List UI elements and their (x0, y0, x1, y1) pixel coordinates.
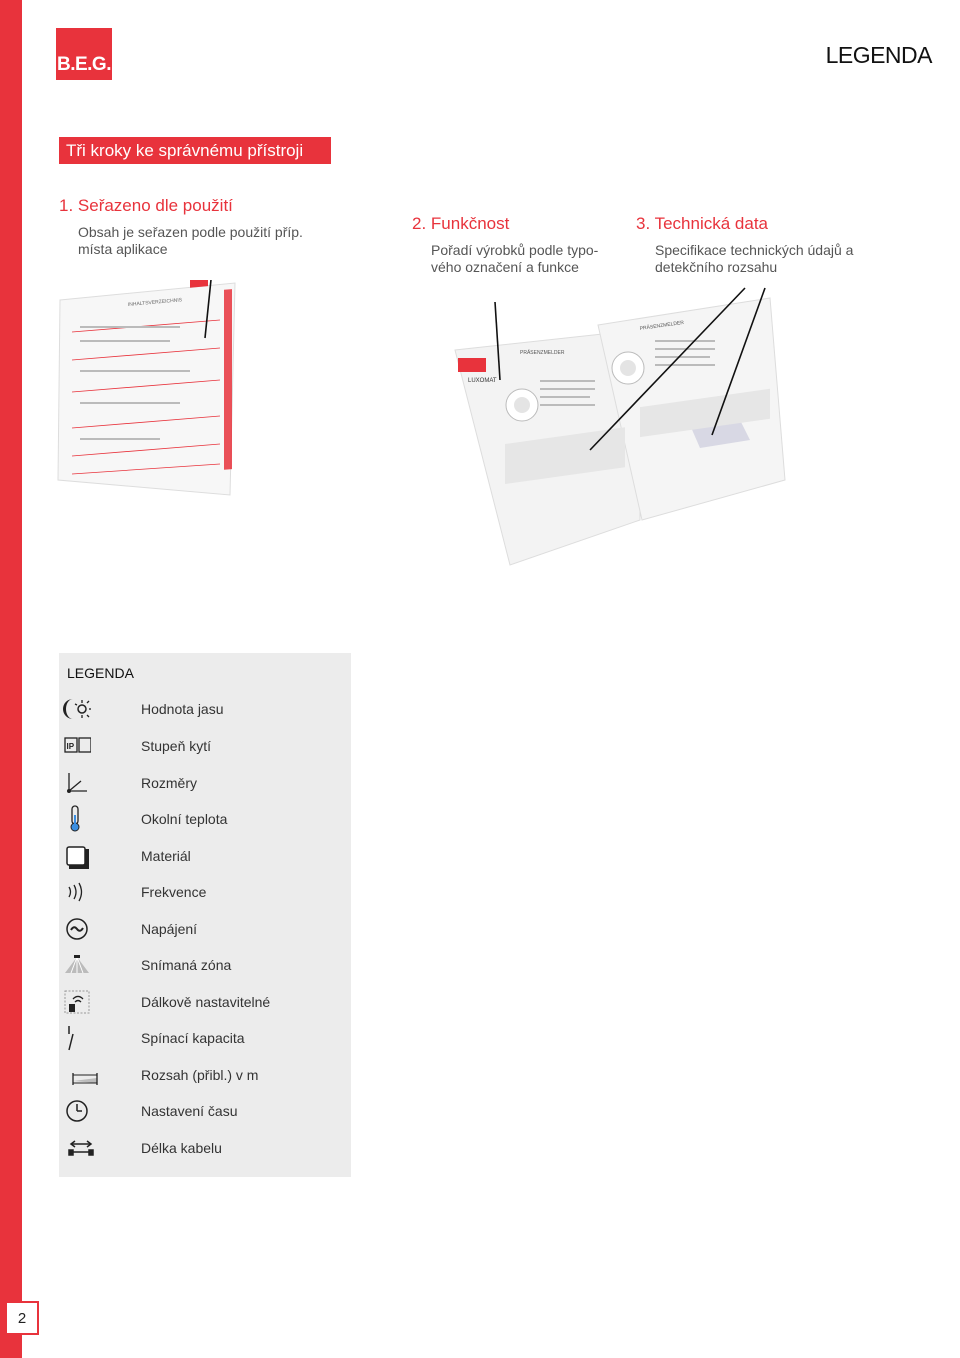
step-1-title: 1. Seřazeno dle použití (59, 196, 233, 215)
legend-row-dimensions (59, 769, 351, 799)
page-number: 2 (5, 1301, 39, 1335)
brochure-product-name: LUXOMAT (468, 378, 497, 384)
svg-text:IP: IP (66, 742, 75, 751)
remote-control-icon (63, 988, 91, 1016)
section-banner: Tři kroky ke správnému přístroji (59, 137, 331, 164)
step-1-body (78, 224, 303, 258)
legend-label: Hodnota jasu (141, 701, 224, 717)
legend-row-material (59, 842, 351, 872)
legend-label: Napájení (141, 921, 198, 937)
legend-label: Rozsah (přibl.) v m (141, 1067, 259, 1083)
legend-row-time (59, 1097, 351, 1127)
step-3-title: 3. Technická data (636, 214, 768, 233)
legend-label: Stupeň kytí (141, 738, 212, 754)
legend-row-remote (59, 988, 351, 1018)
legend-row-switching (59, 1024, 351, 1054)
legend-label: Frekvence (141, 884, 207, 900)
legend-label: Snímaná zóna (141, 957, 232, 973)
legend-row-brightness (59, 695, 351, 725)
material-icon (63, 842, 91, 870)
legend-row-cable (59, 1134, 351, 1164)
legend-label: Okolní teplota (141, 811, 228, 827)
frequency-icon (63, 878, 91, 906)
brochure-spread-heading-right: PRÄSENZMELDER (639, 319, 685, 332)
step-2-body (431, 242, 598, 276)
legend-row-ip (59, 732, 351, 762)
legend-label: Spínací kapacita (141, 1030, 245, 1046)
legend-heading: LEGENDA (67, 665, 134, 681)
switching-capacity-icon (63, 1024, 91, 1052)
brightness-icon (63, 695, 91, 723)
step-3-body (655, 242, 853, 276)
step-3-line-1: Specifikace technických údajů a (655, 242, 854, 258)
legend-label: Nastavení času (141, 1103, 238, 1119)
brochure-toc-heading: INHALTSVERZEICHNIS (127, 297, 183, 308)
legend-row-power (59, 915, 351, 945)
power-supply-icon (63, 915, 91, 943)
legend-label: Rozměry (141, 775, 198, 791)
legend-row-detection-zone (59, 951, 351, 981)
legend-row-frequency (59, 878, 351, 908)
brochure-illustration (50, 280, 790, 580)
step-2-line-2: vého označení a funkce (431, 259, 579, 275)
range-icon (63, 1061, 107, 1089)
legend-label: Délka kabelu (141, 1140, 222, 1156)
step-3-line-2: detekčního rozsahu (655, 259, 778, 275)
legend-panel (59, 653, 351, 1177)
dimensions-icon (63, 769, 91, 797)
legend-label: Dálkově nastavitelné (141, 994, 271, 1010)
legend-row-range (59, 1061, 351, 1091)
brochure-spread (455, 280, 785, 565)
step-2-line-1: Pořadí výrobků podle typo- (431, 242, 599, 258)
page-title: LEGENDA (825, 42, 932, 68)
step-1-line-2: místa aplikace (78, 241, 168, 257)
legend-label: Materiál (141, 848, 191, 864)
ip-rating-icon (63, 732, 91, 760)
step-1-line-1: Obsah je seřazen podle použití příp. (78, 224, 303, 240)
brochure-spread-heading-left: PRÄSENZMELDER (520, 350, 565, 356)
legend-row-temperature (59, 805, 351, 835)
beg-logo: B.E.G. (56, 28, 112, 80)
clock-icon (63, 1097, 91, 1125)
step-2-title: 2. Funkčnost (412, 214, 510, 233)
detection-zone-icon (63, 951, 91, 979)
thermometer-icon (63, 805, 91, 833)
cable-length-icon (63, 1134, 99, 1162)
left-red-stripe (0, 0, 22, 1358)
